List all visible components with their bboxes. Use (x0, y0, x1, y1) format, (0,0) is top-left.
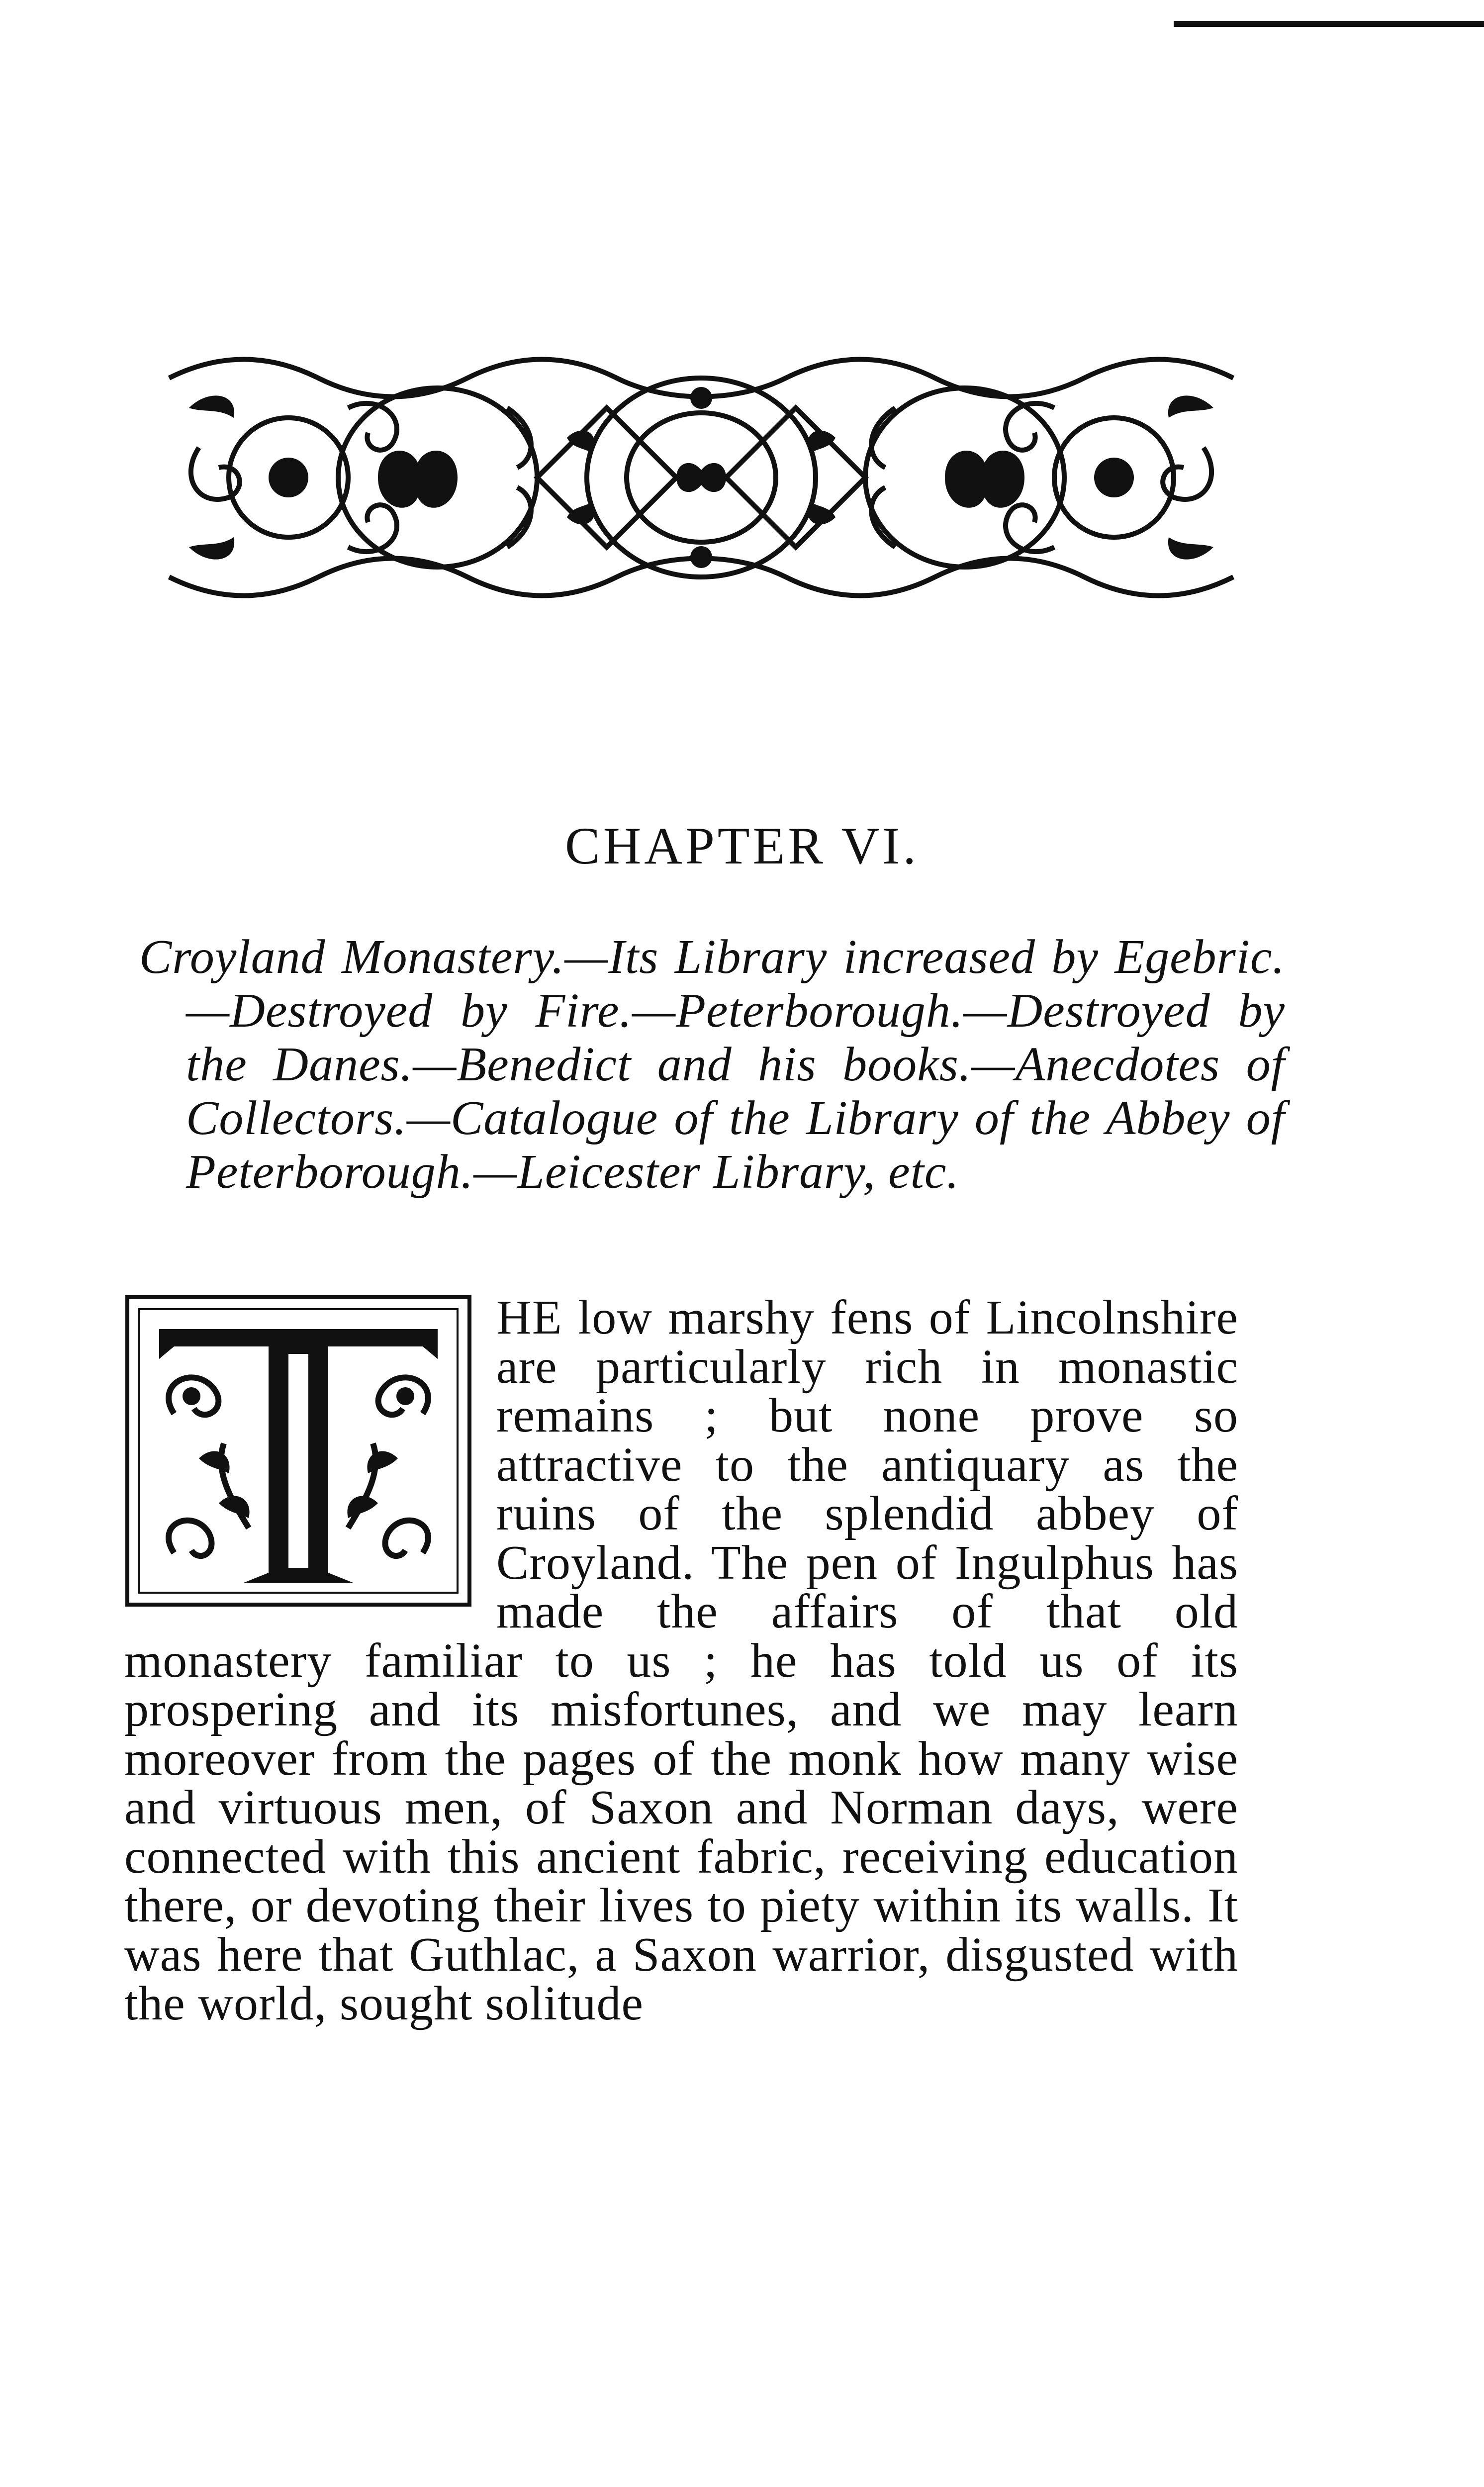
ornamental-headpiece-icon (159, 348, 1243, 607)
chapter-title: CHAPTER VI. (565, 817, 919, 875)
drop-cap (124, 1294, 472, 1608)
body-text-block (124, 1293, 1238, 2028)
top-rule (1174, 21, 1484, 27)
body-paragraph: HE low marshy fens of Lincolnshire are particularly rich in monastic remains ; but none prove so attractive to the antiquary as the ruins of the splendid abbey of Croyland. The pen of Ingulphus has made the affairs of that old monastery familiar to us ; he has told us of its prospering and its misfortunes, and we may learn moreover from the pages of the monk how many wise and virtuous men, of Saxon and Norman days, were connected with this ancient fabric, receiving education there, or devoting their lives to piety within its walls. It was here that Guthlac, a Saxon warrior, disgusted with the world, sought solitude (124, 1291, 1238, 2030)
chapter-synopsis: Croyland Monastery.—Its Library increased by Egebric.—Destroyed by Fire.—Peterborough.—Destroyed by the Danes.—Benedict and his books.—Anecdotes of Collectors.—Catalogue of the Library of the Abbey of Peterborough.—Leicester Library, etc. (139, 930, 1285, 1199)
decorated-initial-t-icon (124, 1294, 472, 1608)
